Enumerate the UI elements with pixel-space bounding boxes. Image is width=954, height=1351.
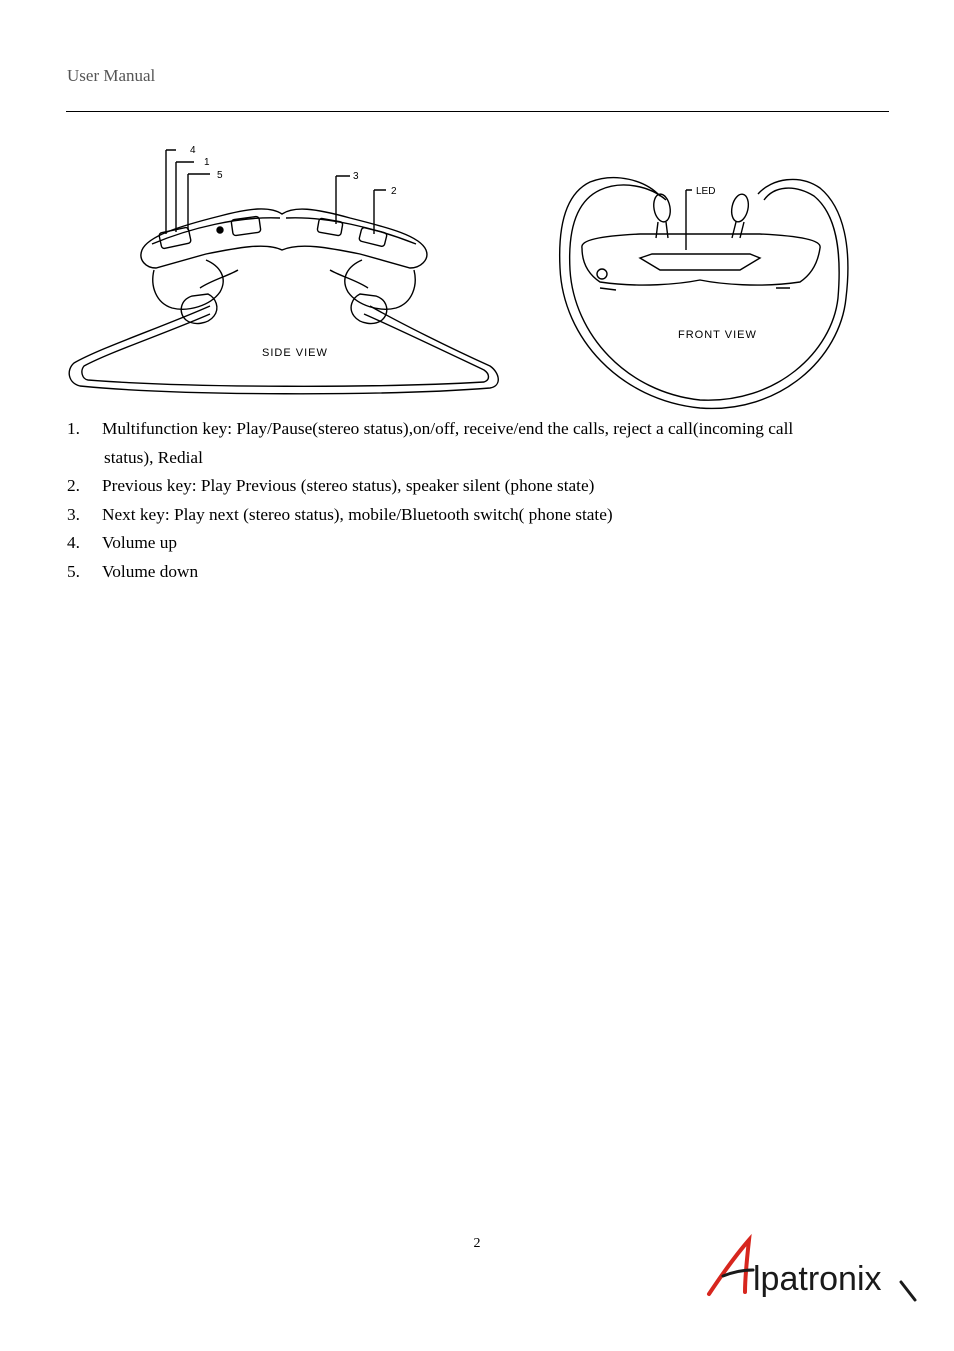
product-illustration — [60, 138, 860, 413]
alpatronix-logo-icon — [703, 1232, 917, 1304]
list-item — [67, 558, 887, 587]
list-item — [67, 472, 887, 501]
logo-wordmark: lpatronix — [753, 1260, 882, 1298]
led-label: LED — [696, 186, 716, 197]
header-divider — [66, 111, 889, 112]
callout-3: 3 — [353, 171, 359, 182]
list-item-text: Previous key: Play Previous (stereo status), speaker silent (phone state) — [102, 476, 595, 495]
key-function-list — [67, 415, 887, 586]
callout-1: 1 — [204, 157, 210, 168]
list-item-number: 5. — [67, 561, 80, 581]
list-item-continuation: status), Redial — [104, 447, 203, 467]
brand-logo — [703, 1232, 917, 1304]
list-item-text: Volume up — [102, 533, 178, 552]
side-left-earpiece — [153, 260, 223, 309]
callout-2: 2 — [391, 186, 397, 197]
front-view-caption: FRONT VIEW — [678, 329, 757, 341]
list-item-text: Next key: Play next (stereo status), mobile/Bluetooth switch( phone state) — [102, 504, 613, 524]
list-item-text: Volume down — [102, 561, 199, 581]
list-item — [67, 415, 887, 444]
header-title: User Manual — [67, 66, 156, 85]
headset-diagram — [60, 138, 860, 413]
list-item-text: Multifunction key: Play/Pause(stereo status),on/off, receive/end the calls, reject a call(incoming call — [102, 419, 794, 438]
list-item-number: 3. — [67, 504, 80, 524]
side-right-earpiece — [345, 260, 415, 309]
list-item-number: 1. — [67, 419, 80, 438]
list-item-number: 4. — [67, 533, 80, 552]
page-number: 2 — [473, 1236, 481, 1251]
side-body-shell — [141, 209, 427, 268]
callout-5: 5 — [217, 170, 223, 181]
list-item — [67, 501, 887, 530]
callout-4: 4 — [190, 145, 196, 156]
front-body — [582, 234, 820, 285]
list-item — [67, 529, 887, 558]
side-view-caption: SIDE VIEW — [262, 347, 328, 359]
front-neckband — [560, 178, 848, 409]
list-item-number: 2. — [67, 476, 80, 495]
